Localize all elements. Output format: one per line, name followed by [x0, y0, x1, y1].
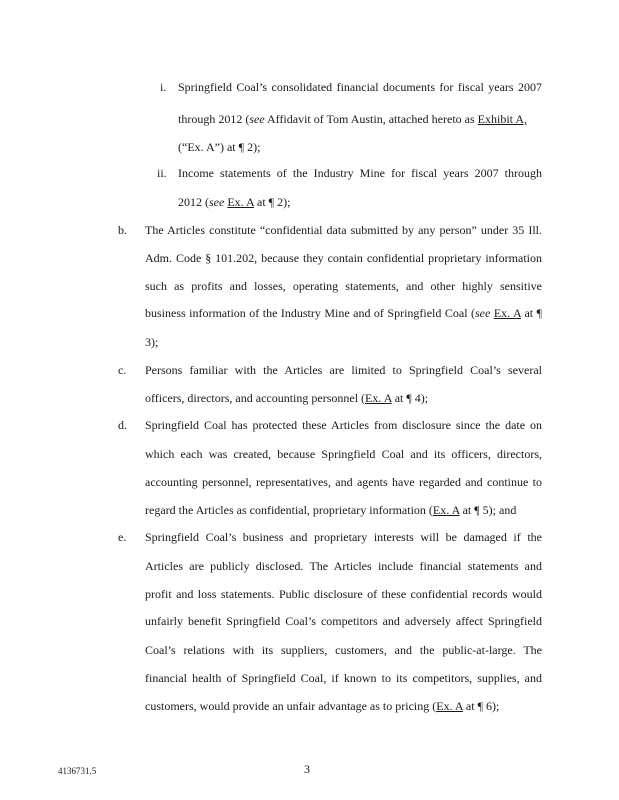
paragraph-line: through 2012 (see Affidavit of Tom Austin, attached hereto as Exhibit A, [178, 112, 528, 126]
paragraph-line: customers, would provide an unfair advantage as to pricing (Ex. A at ¶ 6); [145, 699, 500, 713]
paragraph-line: financial health of Springfield Coal, if known to its competitors, supplies, and [145, 671, 542, 685]
paragraph-line: The Articles constitute “confidential data submitted by any person” under 35 Ill. [145, 223, 542, 237]
list-marker-i: i. [160, 80, 167, 94]
exhibit-ref-link[interactable]: Ex. A [493, 306, 521, 320]
paragraph-line: (“Ex. A”) at ¶ 2); [178, 140, 261, 154]
exhibit-ref-link[interactable]: Ex. A [436, 699, 463, 713]
paragraph-line: regard the Articles as confidential, proprietary information (Ex. A at ¶ 5); and [145, 503, 517, 517]
paragraph-line: Springfield Coal’s consolidated financial documents for fiscal years 2007 [178, 80, 542, 94]
paragraph-line: Adm. Code § 101.202, because they contain confidential proprietary information [145, 251, 542, 265]
paragraph-line: Springfield Coal has protected these Articles from disclosure since the date on [145, 418, 542, 432]
exhibit-ref-link[interactable]: Ex. A [365, 391, 392, 405]
paragraph-line: Articles are publicly disclosed. The Articles include financial statements and [145, 559, 542, 573]
paragraph-line: profit and loss statements. Public disclosure of these confidential records would [145, 587, 542, 601]
exhibit-ref-link[interactable]: Ex. A [432, 503, 460, 517]
paragraph-line: Coal’s relations with its suppliers, customers, and the public-at-large. The [145, 643, 542, 657]
exhibit-ref-link[interactable]: Ex. A [227, 195, 254, 209]
list-marker-e: e. [118, 530, 127, 544]
paragraph-line: unfairly benefit Springfield Coal’s competitors and adversely affect Springfield [145, 614, 542, 628]
paragraph-line: which each was created, because Springfield Coal and its officers, directors, [145, 447, 542, 461]
paragraph-line: 3); [145, 335, 159, 349]
paragraph-line: accounting personnel, representatives, and agents have regarded and continue to [145, 475, 542, 489]
paragraph-line: such as profits and losses, operating statements, and other highly sensitive [145, 279, 542, 293]
paragraph-line: officers, directors, and accounting personnel (Ex. A at ¶ 4); [145, 391, 429, 405]
paragraph-line: 2012 (see Ex. A at ¶ 2); [178, 195, 291, 209]
list-marker-c: c. [118, 363, 127, 377]
document-id: 4136731.5 [58, 766, 97, 776]
exhibit-a-link[interactable]: Exhibit A, [477, 112, 528, 126]
paragraph-line: Income statements of the Industry Mine for fiscal years 2007 through [178, 166, 542, 180]
paragraph-line: Persons familiar with the Articles are limited to Springfield Coal’s several [145, 363, 542, 377]
paragraph-line: business information of the Industry Mine and of Springfield Coal (see Ex. A at ¶ [145, 306, 543, 320]
list-marker-ii: ii. [157, 166, 167, 180]
list-marker-b: b. [118, 223, 127, 237]
paragraph-line: Springfield Coal’s business and proprietary interests will be damaged if the [145, 530, 542, 544]
list-marker-d: d. [118, 418, 127, 432]
page-number: 3 [304, 762, 310, 776]
